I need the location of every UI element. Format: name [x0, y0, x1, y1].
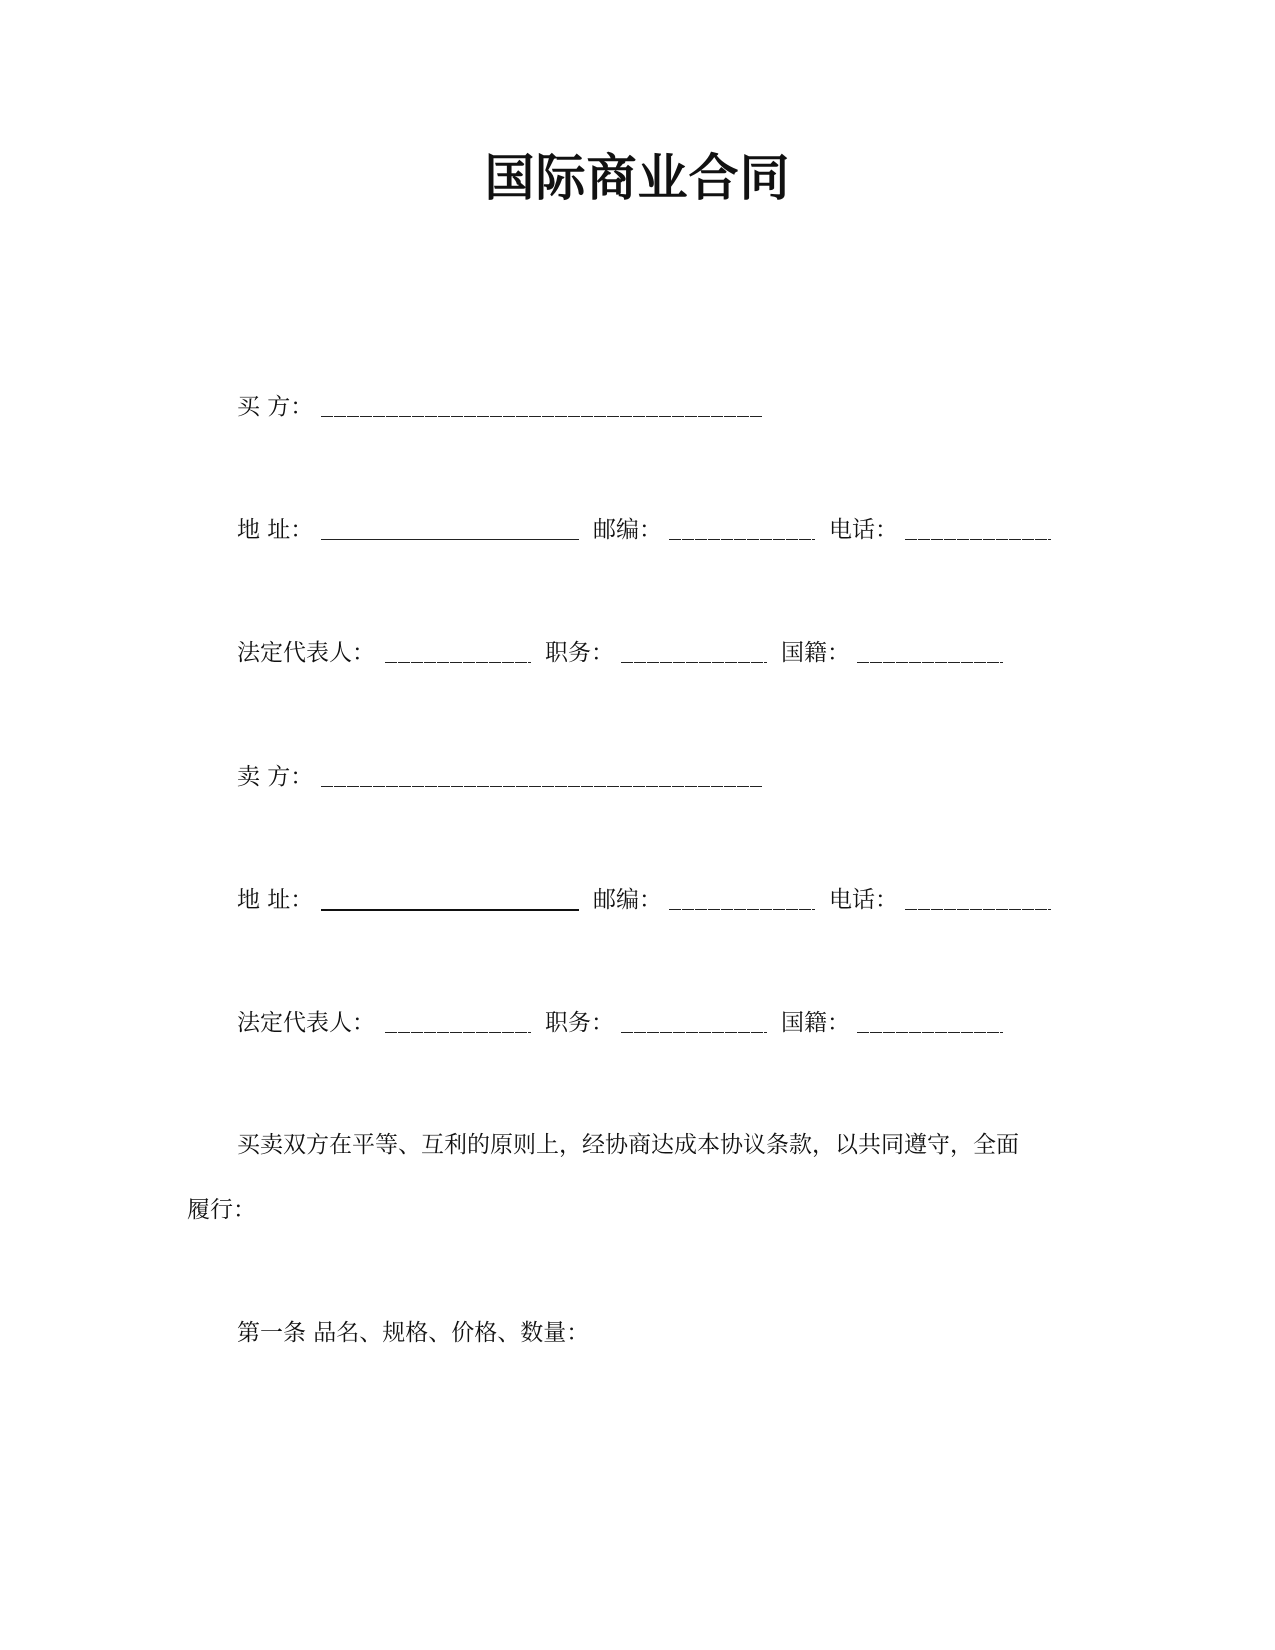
seller-nationality-label: 国籍： — [781, 1010, 850, 1036]
intro-paragraph-line2: 履行： — [187, 1197, 256, 1223]
buyer-name-blank[interactable] — [321, 416, 763, 417]
seller-address-label: 地 址： — [237, 887, 314, 913]
seller-postcode-blank[interactable] — [669, 909, 815, 910]
seller-position-label: 职务： — [545, 1010, 614, 1036]
buyer-nationality-blank[interactable] — [857, 662, 1003, 663]
seller-nationality-blank[interactable] — [857, 1032, 1003, 1033]
seller-legal-rep-label: 法定代表人： — [237, 1010, 375, 1036]
buyer-address-label: 地 址： — [237, 517, 314, 543]
seller-position-blank[interactable] — [621, 1032, 767, 1033]
buyer-position-label: 职务： — [545, 640, 614, 666]
buyer-legal-rep-blank[interactable] — [385, 662, 531, 663]
buyer-phone-blank[interactable] — [905, 539, 1051, 540]
seller-postcode-label: 邮编： — [593, 887, 662, 913]
buyer-label: 买 方： — [237, 394, 314, 420]
buyer-position-blank[interactable] — [621, 662, 767, 663]
buyer-nationality-label: 国籍： — [781, 640, 850, 666]
buyer-phone-label: 电话： — [829, 517, 898, 543]
seller-phone-blank[interactable] — [905, 909, 1051, 910]
seller-phone-label: 电话： — [829, 887, 898, 913]
buyer-postcode-label: 邮编： — [593, 517, 662, 543]
seller-address-blank[interactable] — [321, 909, 579, 911]
buyer-postcode-blank[interactable] — [669, 539, 815, 540]
buyer-address-blank[interactable] — [321, 539, 579, 540]
seller-name-blank[interactable] — [321, 786, 763, 787]
intro-paragraph-line1: 买卖双方在平等、互利的原则上，经协商达成本协议条款，以共同遵守，全面 — [237, 1132, 1019, 1158]
article-1-heading: 第一条 品名、规格、价格、数量： — [237, 1320, 590, 1346]
seller-legal-rep-blank[interactable] — [385, 1032, 531, 1033]
buyer-legal-rep-label: 法定代表人： — [237, 640, 375, 666]
document-title: 国际商业合同 — [484, 149, 791, 207]
seller-label: 卖 方： — [237, 764, 314, 790]
